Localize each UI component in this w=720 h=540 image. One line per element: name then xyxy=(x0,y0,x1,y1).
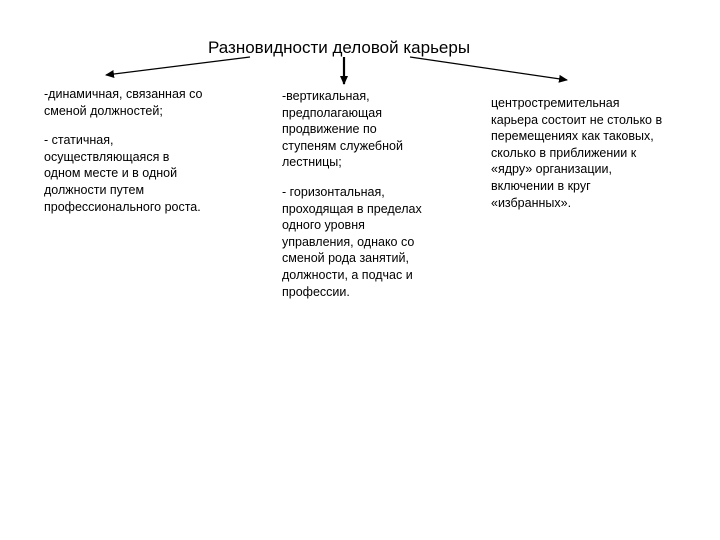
column-vertical-horizontal xyxy=(282,88,432,300)
arrow-right xyxy=(410,57,567,80)
item-vertical: -вертикальная, предполагающая продвижение по ступеням служебной лестницы; xyxy=(282,89,403,170)
item-horizontal: - горизонтальная, проходящая в пределах одного уровня управления, однако со сменой рода занятий, должности, а подчас и профессии. xyxy=(282,184,422,299)
column-centripetal xyxy=(491,95,666,211)
item-centripetal: центростремительная карьера состоит не столько в перемещениях как таковых, сколько в приближении к «ядру» организации, включении в круг «избранных». xyxy=(491,96,663,210)
item-dynamic: -динамичная, связанная со сменой должностей; xyxy=(44,87,203,118)
arrow-left xyxy=(106,57,250,75)
diagram-title: Разновидности деловой карьеры xyxy=(208,38,471,57)
item-static: - статичная, осуществляющаяся в одном месте и в одной должности путем профессионального роста. xyxy=(44,133,201,214)
column-dynamic-static xyxy=(44,86,204,215)
